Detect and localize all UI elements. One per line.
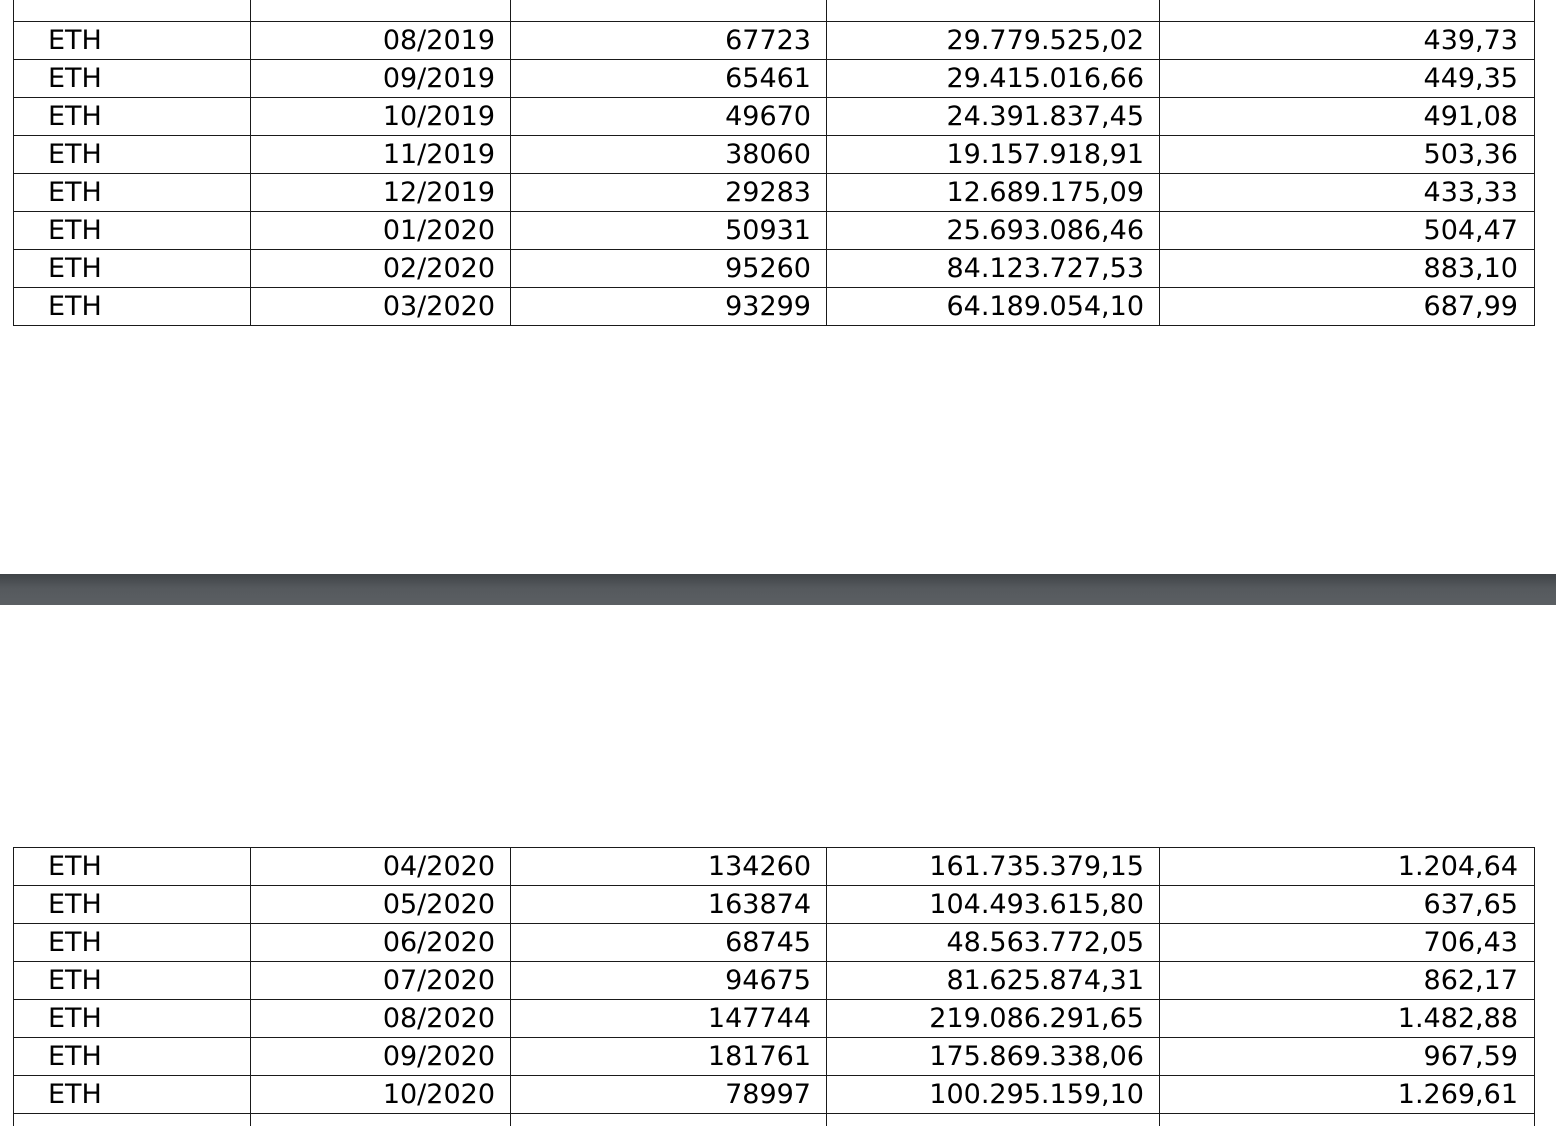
average-cell: 1.204,64	[1160, 848, 1535, 886]
period-cell: 08/2020	[251, 1000, 511, 1038]
page-separator	[0, 574, 1556, 605]
period-cell: 01/2020	[251, 212, 511, 250]
average-cell: 503,36	[1160, 136, 1535, 174]
asset-cell: ETH	[14, 98, 251, 136]
period-cell: 04/2020	[251, 848, 511, 886]
amount-cell	[827, 0, 1160, 22]
table-row	[14, 22, 1535, 60]
count-cell: 38060	[511, 136, 827, 174]
asset-cell: ETH	[14, 212, 251, 250]
table-row	[14, 288, 1535, 326]
table-row	[14, 0, 1535, 22]
data-table-bottom	[13, 847, 1535, 1126]
asset-cell: ETH	[14, 848, 251, 886]
table-row	[14, 174, 1535, 212]
amount-cell: 84.123.727,53	[827, 250, 1160, 288]
count-cell: 29283	[511, 174, 827, 212]
asset-cell: ETH	[14, 174, 251, 212]
asset-cell: ETH	[14, 288, 251, 326]
average-cell: 491,08	[1160, 98, 1535, 136]
amount-cell	[827, 1114, 1160, 1126]
period-cell: 09/2020	[251, 1038, 511, 1076]
period-cell: 06/2020	[251, 924, 511, 962]
period-cell: 12/2019	[251, 174, 511, 212]
period-cell: 10/2020	[251, 1076, 511, 1114]
period-cell: 10/2019	[251, 98, 511, 136]
average-cell: 967,59	[1160, 1038, 1535, 1076]
count-cell: 67723	[511, 22, 827, 60]
amount-cell: 29.415.016,66	[827, 60, 1160, 98]
period-cell: 07/2020	[251, 962, 511, 1000]
table-row	[14, 212, 1535, 250]
asset-cell: ETH	[14, 250, 251, 288]
average-cell: 883,10	[1160, 250, 1535, 288]
count-cell: 68745	[511, 924, 827, 962]
count-cell: 93299	[511, 288, 827, 326]
count-cell: 163874	[511, 886, 827, 924]
average-cell	[1160, 1114, 1535, 1126]
asset-cell: ETH	[14, 22, 251, 60]
count-cell: 95260	[511, 250, 827, 288]
average-cell: 862,17	[1160, 962, 1535, 1000]
period-cell: 11/2019	[251, 136, 511, 174]
table-row	[14, 60, 1535, 98]
asset-cell	[14, 0, 251, 22]
amount-cell: 64.189.054,10	[827, 288, 1160, 326]
average-cell: 1.482,88	[1160, 1000, 1535, 1038]
amount-cell: 100.295.159,10	[827, 1076, 1160, 1114]
period-cell	[251, 1114, 511, 1126]
asset-cell: ETH	[14, 1038, 251, 1076]
amount-cell: 175.869.338,06	[827, 1038, 1160, 1076]
table-row	[14, 1076, 1535, 1114]
data-table-top	[13, 0, 1535, 326]
asset-cell: ETH	[14, 1076, 251, 1114]
amount-cell: 104.493.615,80	[827, 886, 1160, 924]
count-cell: 94675	[511, 962, 827, 1000]
asset-cell: ETH	[14, 886, 251, 924]
asset-cell: ETH	[14, 136, 251, 174]
asset-cell: ETH	[14, 1000, 251, 1038]
average-cell: 449,35	[1160, 60, 1535, 98]
average-cell: 637,65	[1160, 886, 1535, 924]
count-cell	[511, 0, 827, 22]
amount-cell: 81.625.874,31	[827, 962, 1160, 1000]
amount-cell: 24.391.837,45	[827, 98, 1160, 136]
amount-cell: 12.689.175,09	[827, 174, 1160, 212]
count-cell: 50931	[511, 212, 827, 250]
table-row	[14, 250, 1535, 288]
count-cell: 147744	[511, 1000, 827, 1038]
table-row	[14, 1000, 1535, 1038]
count-cell: 181761	[511, 1038, 827, 1076]
amount-cell: 48.563.772,05	[827, 924, 1160, 962]
amount-cell: 19.157.918,91	[827, 136, 1160, 174]
average-cell: 433,33	[1160, 174, 1535, 212]
average-cell: 504,47	[1160, 212, 1535, 250]
asset-cell: ETH	[14, 924, 251, 962]
period-cell: 05/2020	[251, 886, 511, 924]
average-cell: 439,73	[1160, 22, 1535, 60]
table-body-bottom	[14, 848, 1535, 1126]
average-cell	[1160, 0, 1535, 22]
average-cell: 706,43	[1160, 924, 1535, 962]
table-body-top	[14, 0, 1535, 326]
table-row	[14, 98, 1535, 136]
amount-cell: 161.735.379,15	[827, 848, 1160, 886]
asset-cell	[14, 1114, 251, 1126]
table-row	[14, 924, 1535, 962]
table-row	[14, 848, 1535, 886]
period-cell: 08/2019	[251, 22, 511, 60]
average-cell: 687,99	[1160, 288, 1535, 326]
average-cell: 1.269,61	[1160, 1076, 1535, 1114]
table-row	[14, 136, 1535, 174]
amount-cell: 219.086.291,65	[827, 1000, 1160, 1038]
count-cell	[511, 1114, 827, 1126]
asset-cell: ETH	[14, 962, 251, 1000]
table-row	[14, 1114, 1535, 1126]
period-cell	[251, 0, 511, 22]
count-cell: 65461	[511, 60, 827, 98]
period-cell: 02/2020	[251, 250, 511, 288]
table-row	[14, 886, 1535, 924]
table-row	[14, 1038, 1535, 1076]
count-cell: 134260	[511, 848, 827, 886]
count-cell: 49670	[511, 98, 827, 136]
period-cell: 03/2020	[251, 288, 511, 326]
amount-cell: 25.693.086,46	[827, 212, 1160, 250]
table-row	[14, 962, 1535, 1000]
amount-cell: 29.779.525,02	[827, 22, 1160, 60]
count-cell: 78997	[511, 1076, 827, 1114]
period-cell: 09/2019	[251, 60, 511, 98]
asset-cell: ETH	[14, 60, 251, 98]
